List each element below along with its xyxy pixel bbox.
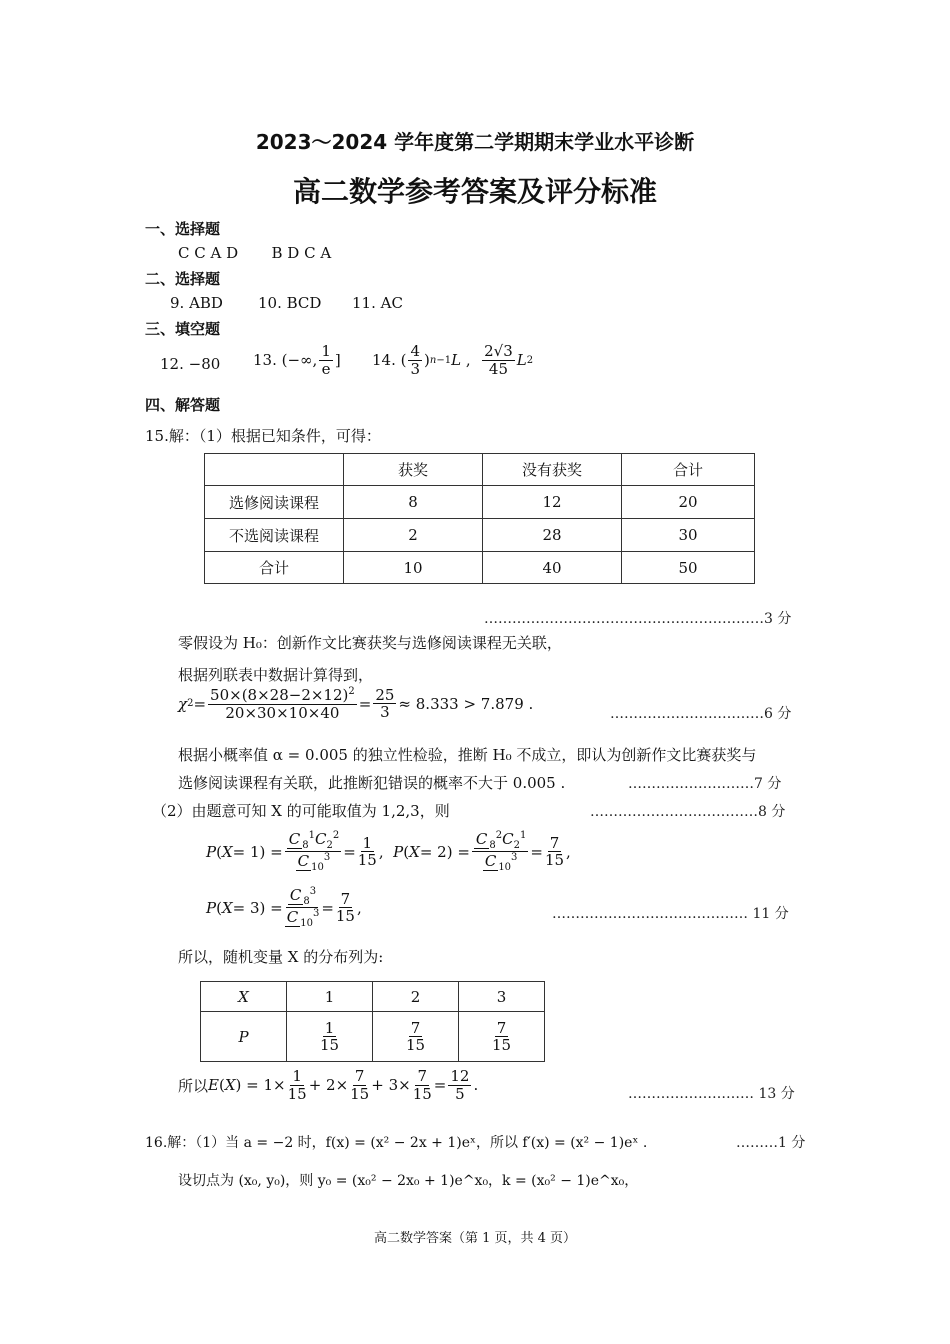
dist-x-label: X — [201, 982, 287, 1012]
dist-p-label: P — [201, 1012, 287, 1062]
table-cell: 合计 — [205, 552, 344, 584]
comb-fraction: $\frac{C _8^1C_2^2}{C _{10}^3}$ — [285, 830, 341, 873]
table-header-cell: 合计 — [622, 454, 755, 486]
section-heading-1: 一、选择题 — [145, 220, 221, 238]
fill-answer-13: 13. (−∞, $\frac{1}{e}$ ] — [253, 342, 341, 378]
table-row — [205, 552, 755, 584]
conclusion-line-1: 根据小概率值 α = 0.005 的独立性检验，推断 H₀ 不成立，即认为创新作文比赛获奖与 — [178, 746, 757, 764]
table-cell: 8 — [344, 486, 483, 519]
probability-x1-x2: P ( X = 1) = $\frac{C _8^1C_2^2}{C _{10}^3}$ = $\frac{1}{15}$ , P ( X = 2) = $\frac{C _8^2C_2^1}{C _{10}^3}$ = $\frac{7}{15}$ , — [206, 830, 571, 873]
score-marker: ……………………………………………………3 分 — [484, 611, 792, 627]
q15-intro: 15.解：（1）根据已知条件，可得： — [145, 427, 381, 445]
table-row — [205, 486, 755, 519]
distribution-intro: 所以，随机变量 X 的分布列为: — [178, 948, 384, 966]
table-header-cell: 获奖 — [344, 454, 483, 486]
score-marker: …………………………………… 11 分 — [552, 906, 789, 922]
comb-fraction: $\frac{C _8^3}{C _{10}^3}$ — [286, 886, 320, 929]
multi-answer-9: 9. ABD — [170, 294, 223, 312]
table-cell: 不选阅读课程 — [205, 519, 344, 552]
q13-label: 13. — [253, 351, 277, 369]
multi-answer-10: 10. BCD — [258, 294, 322, 312]
q15-part2-intro: （2）由题意可知 X 的可能取值为 1,2,3，则 — [152, 802, 450, 820]
q14-label: 14. — [372, 351, 396, 369]
null-hypothesis: 零假设为 H₀：创新作文比赛获奖与选修阅读课程无关联， — [178, 634, 562, 652]
table-cell: 20 — [622, 486, 755, 519]
distribution-table — [200, 981, 545, 1062]
fraction: $\frac{7}{15}$ — [350, 1067, 370, 1103]
fraction-7-over-15: $\frac{7}{15}$ — [544, 833, 565, 869]
fill-answer-12: 12. −80 — [160, 355, 221, 373]
table-header-cell — [205, 454, 344, 486]
q16-line-2: 设切点为 (x₀, y₀)，则 y₀ = (x₀² − 2x₀ + 1)e^x₀，k = (x₀² − 1)e^x₀， — [178, 1173, 639, 1189]
fraction-1-over-e: $\frac{1}{e}$ — [321, 342, 331, 378]
table-row — [205, 519, 755, 552]
fill-answer-14: 14. ( $\frac{4}{3}$ ) n −1 L , $\frac{2√3}{45}$ L 2 — [372, 342, 534, 378]
multi-answer-11: 11. AC — [352, 294, 403, 312]
fraction: $\frac{7}{15}$ — [412, 1067, 432, 1103]
doc-subtitle: 高二数学参考答案及评分标准 — [292, 175, 657, 208]
dist-x-value: 2 — [373, 982, 459, 1012]
probability-x3: P ( X = 3) = $\frac{C _8^3}{C _{10}^3}$ = $\frac{7}{15}$ , — [206, 886, 362, 929]
fraction-25-over-3: $\frac{25}{3}$ — [375, 685, 395, 721]
contingency-table — [204, 453, 755, 584]
section-heading-2: 二、选择题 — [145, 270, 221, 288]
chi-square-fraction: $\frac{50\times(8\times 28-2\times 12)^2}{20\times 30\times 10\times 40}$ — [210, 686, 355, 722]
dist-p-value: $\frac{7}{15}$ — [459, 1012, 545, 1062]
table-cell: 12 — [483, 486, 622, 519]
conclusion-line-2: 选修阅读课程有关联，此推断犯错误的概率不大于 0.005 . — [178, 774, 566, 792]
score-marker: ……………………… 13 分 — [628, 1086, 795, 1102]
section-heading-3: 三、填空题 — [145, 320, 221, 338]
fraction: $\frac{1}{15}$ — [287, 1067, 307, 1103]
comb-fraction: $\frac{C _8^2C_2^1}{C _{10}^3}$ — [472, 830, 528, 873]
table-cell: 40 — [483, 552, 622, 584]
table-cell: 选修阅读课程 — [205, 486, 344, 519]
fraction-1-over-15: $\frac{1}{15}$ — [357, 833, 377, 869]
q16-line-1: 16.解：（1）当 a = −2 时，f(x) = (x² − 2x + 1)eˣ，所以 f′(x) = (x² − 1)eˣ . — [145, 1135, 648, 1151]
dist-x-value: 1 — [287, 982, 373, 1012]
score-marker: ………1 分 — [736, 1135, 806, 1151]
fraction-7-over-15: $\frac{7}{15}$ — [335, 889, 355, 925]
table-cell: 50 — [622, 552, 755, 584]
table-cell: 2 — [344, 519, 483, 552]
doc-title: 2023～2024 学年度第二学期期末学业水平诊断 — [255, 130, 695, 154]
calc-intro: 根据列联表中数据计算得到， — [178, 666, 374, 684]
score-marker: ………………………7 分 — [628, 776, 782, 792]
fraction: $\frac{12}{5}$ — [450, 1067, 470, 1103]
chi-square-formula: χ 2 = $\frac{50\times(8\times 28-2\times 12)^2}{20\times 30\times 10\times 40}$ = $\frac{25}{3}$ ≈ 8.333 > 7.879 . — [178, 685, 534, 722]
table-header-cell: 没有获奖 — [483, 454, 622, 486]
expectation-formula: 所以 E ( X ) = 1× $\frac{1}{15}$ + 2× $\frac{7}{15}$ + 3× $\frac{7}{15}$ = $\frac{12}{5}$ . — [178, 1067, 479, 1103]
score-marker: ………………………………8 分 — [590, 804, 786, 820]
fraction-2sqrt3-over-45: $\frac{2√3}{45}$ — [484, 342, 513, 378]
dist-p-value: $\frac{1}{15}$ — [287, 1012, 373, 1062]
table-cell: 30 — [622, 519, 755, 552]
table-cell: 10 — [344, 552, 483, 584]
mc-answers: C C A D B D C A — [178, 244, 332, 262]
page-footer: 高二数学答案（第 1 页，共 4 页） — [373, 1231, 577, 1246]
dist-x-value: 3 — [459, 982, 545, 1012]
dist-p-value: $\frac{7}{15}$ — [373, 1012, 459, 1062]
fraction-4-over-3: $\frac{4}{3}$ — [410, 342, 421, 378]
score-marker: ……………………………6 分 — [610, 706, 792, 722]
table-cell: 28 — [483, 519, 622, 552]
section-heading-4: 四、解答题 — [145, 396, 221, 414]
